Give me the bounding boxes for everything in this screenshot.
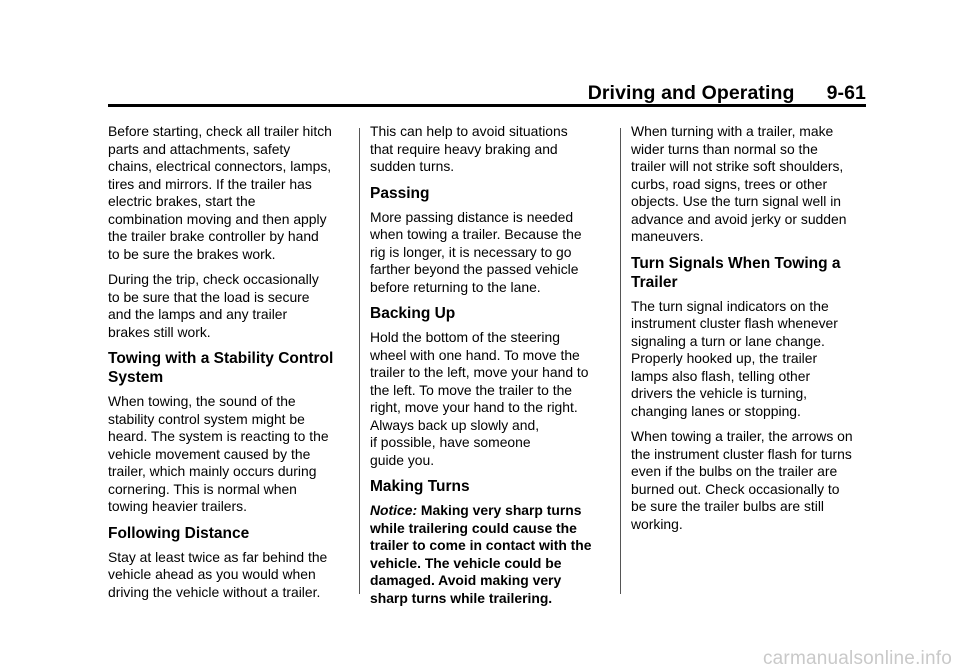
notice-sharp-turns (370, 502, 608, 607)
section-title: Driving and Operating (587, 82, 795, 104)
paragraph-turn-indicators: The turn signal indicators on the instrument cluster flash whenever signaling a turn or lane change. Properly hooked up, the trailer lamps also flash, telling other drivers the vehicle is turning, changing lanes or stopping. (631, 297, 838, 419)
heading-making-turns: Making Turns (370, 478, 470, 495)
column-divider-1 (359, 128, 360, 594)
paragraph-trip-check: During the trip, check occasionally to be sure that the load is secure and the lamps and any trailer brakes still work. (108, 271, 319, 340)
paragraph-passing: More passing distance is needed when towing a trailer. Because the rig is longer, it is necessary to go farther beyond the passed vehicle before returning to the lane. (370, 208, 582, 295)
column-1 (108, 123, 354, 609)
notice-label: Notice: (370, 502, 418, 518)
heading-passing: Passing (370, 184, 430, 202)
paragraph-hitch-check: Before starting, check all trailer hitch parts and attachments, safety chains, electrical connectors, lamps, tires and mirrors. If the trailer has electric brakes, start the combination moving and then apply the trailer brake controller by hand to be sure the brakes work. (108, 123, 332, 262)
paragraph-stability-control: When towing, the sound of the stability control system might be heard. The system is reacting to the vehicle movement caused by the trailer, which mainly occurs during cornering. This is normal when towing heavier trailers. (108, 393, 329, 514)
heading-stability-control: Towing with a Stability Control System (108, 350, 334, 386)
column-3 (631, 123, 869, 541)
paragraph-wider-turns: When turning with a trailer, make wider turns than normal so the trailer will not strike soft shoulders, curbs, road signs, trees or other objects. Use the turn signal well in advance and avoid jerky or sudden maneuvers. (631, 123, 847, 244)
heading-following-distance: Following Distance (108, 524, 250, 542)
notice-text: Making very sharp turns while trailering could cause the trailer to come in contact with the vehicle. The vehicle could be damaged. Avoid making very sharp turns while trailering. (370, 502, 592, 606)
heading-turn-signals: Turn Signals When Towing a Trailer (631, 254, 841, 291)
page-header (108, 78, 866, 104)
heading-backing-up: Backing Up (370, 305, 456, 322)
column-2 (370, 123, 608, 615)
paragraph-avoid-situations: This can help to avoid situations that require heavy braking and sudden turns. (370, 123, 568, 174)
watermark: carmanualsonline.info (762, 648, 952, 669)
header-rule (108, 104, 866, 107)
paragraph-following-distance: Stay at least twice as far behind the vehicle ahead as you would when driving the vehicle without a trailer. (108, 548, 328, 600)
page-number: 9-61 (826, 82, 866, 104)
column-divider-2 (620, 128, 621, 594)
paragraph-arrows-flash: When towing a trailer, the arrows on the instrument cluster flash for turns even if the bulbs on the trailer are burned out. Check occasionally to be sure the trailer bulbs are still working. (631, 428, 853, 532)
paragraph-backing-up: Hold the bottom of the steering wheel with one hand. To move the trailer to the left, move your hand to the left. To move the trailer to the right, move your hand to the right. Always back up slowly and, if possible, have someone guide you. (370, 329, 589, 468)
